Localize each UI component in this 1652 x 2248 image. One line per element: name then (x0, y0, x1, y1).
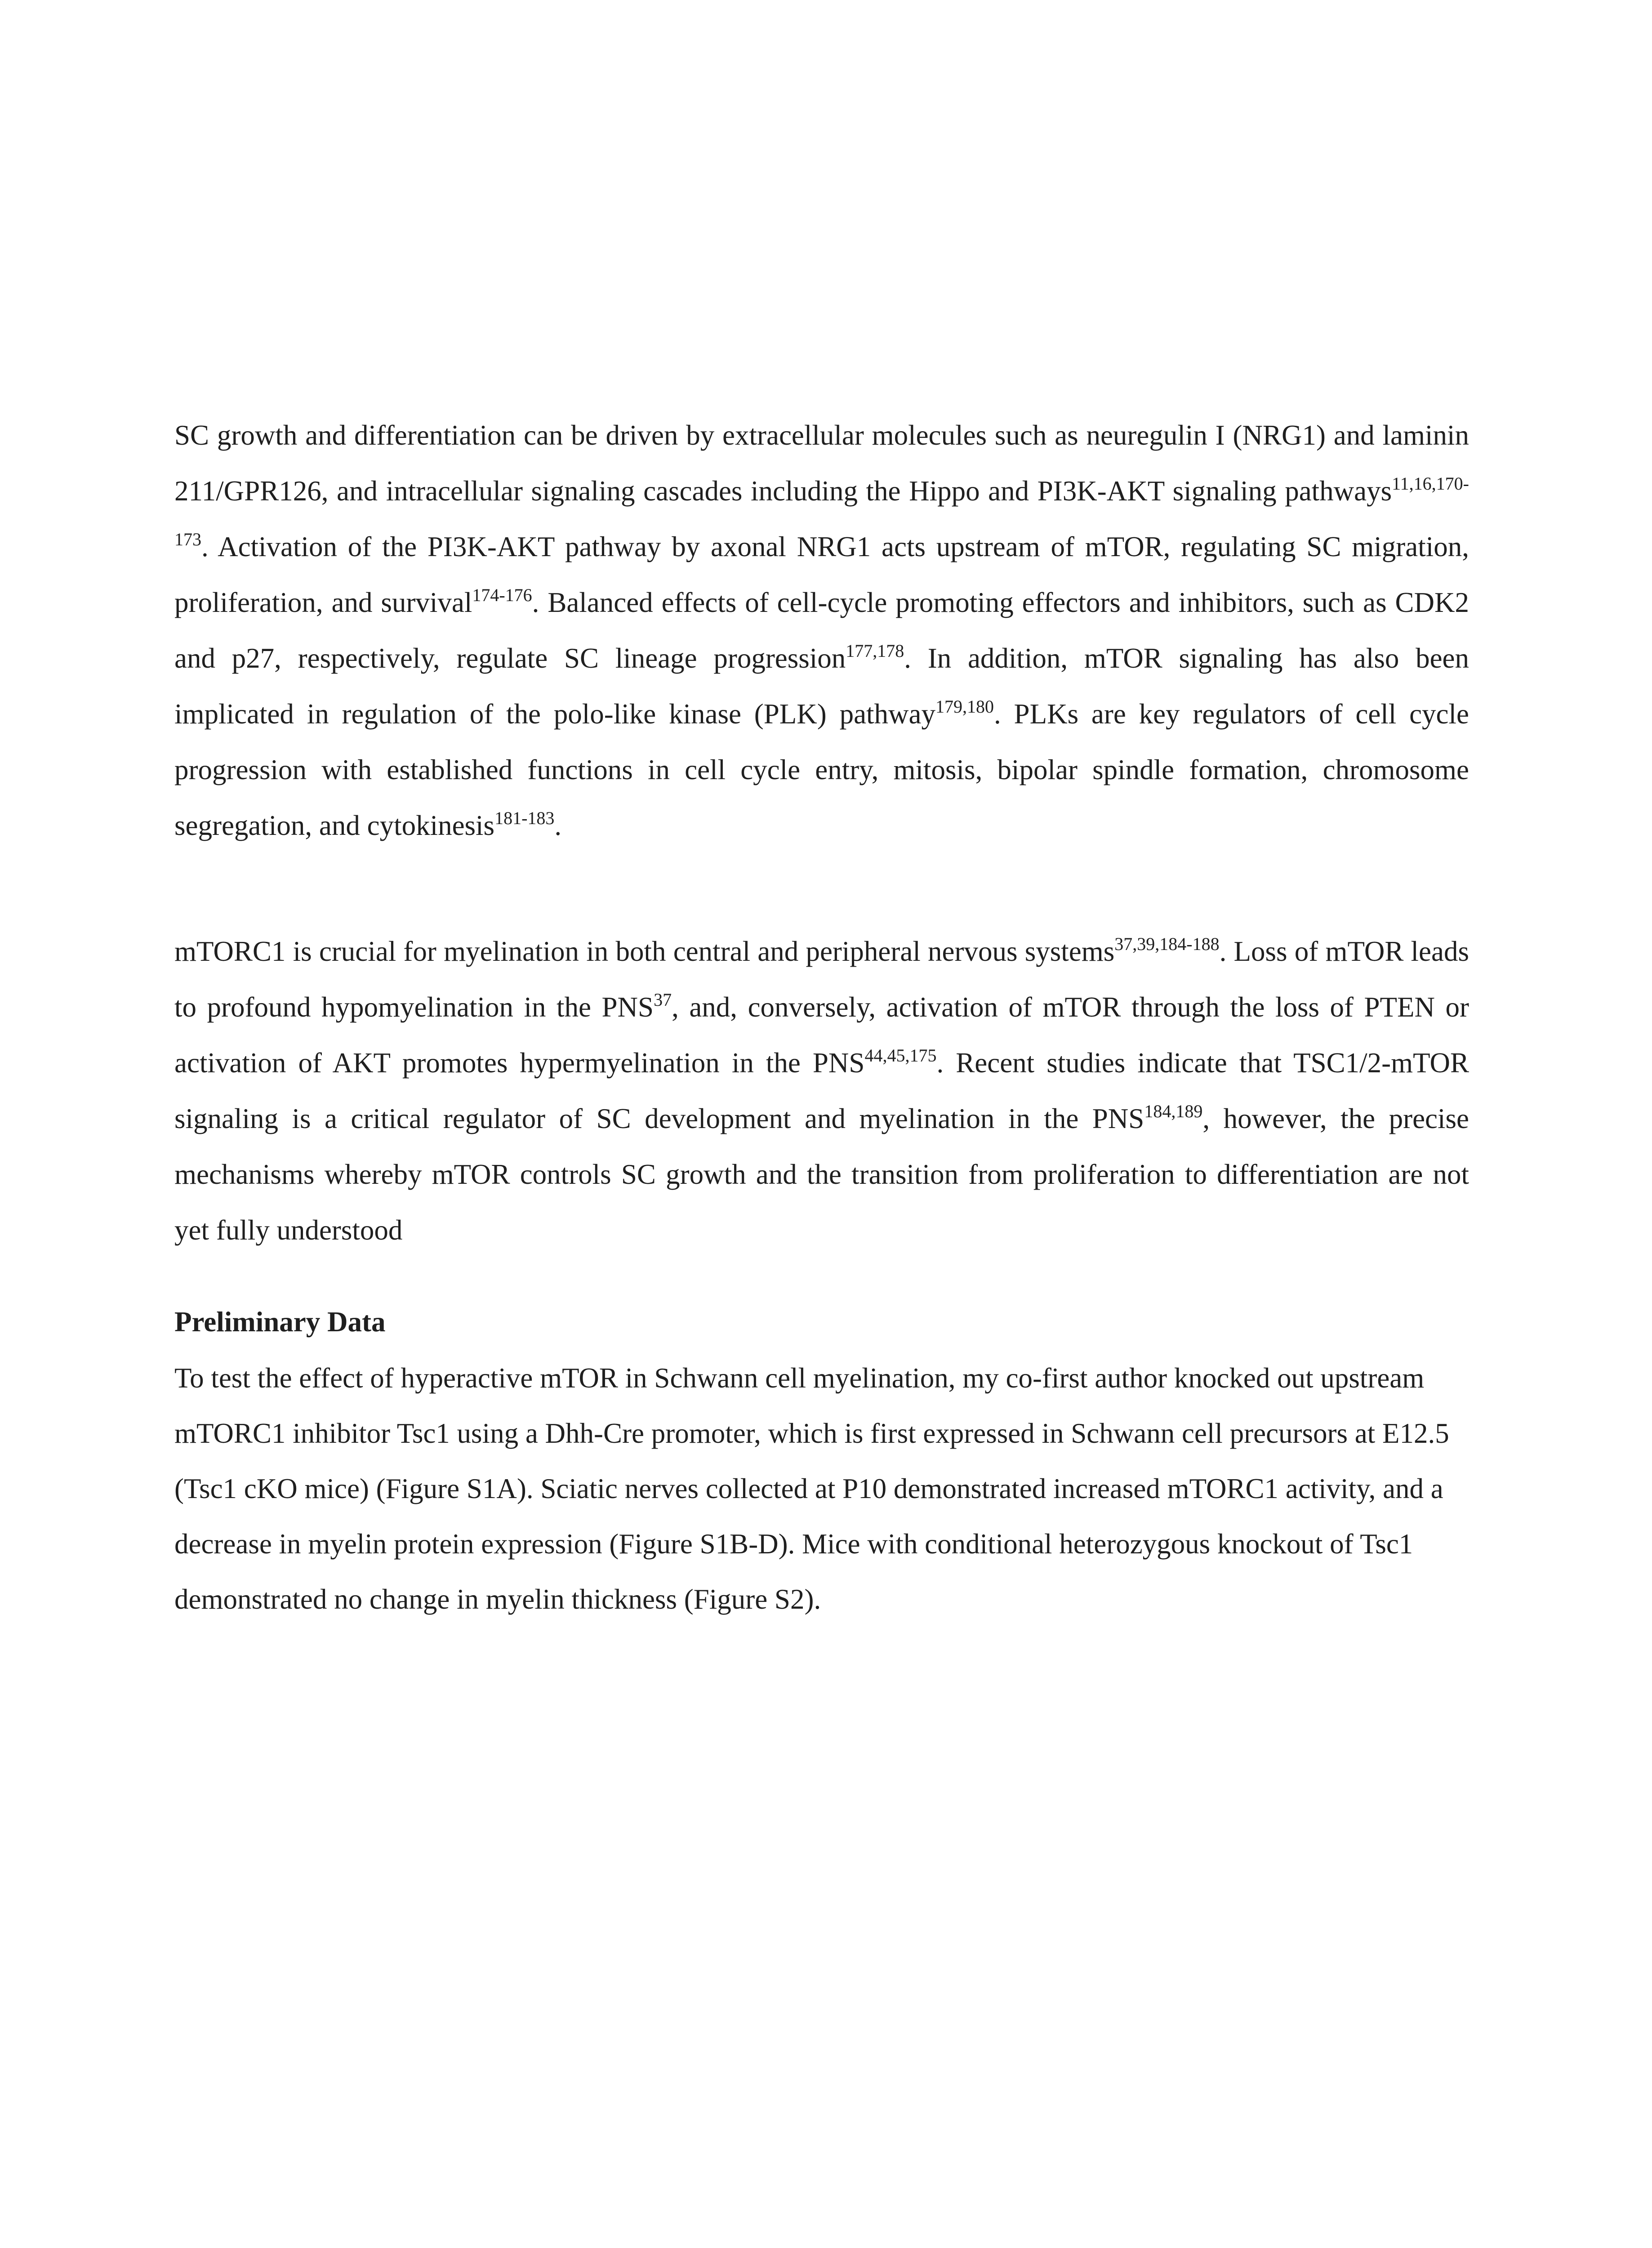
paragraph-text: , and, conversely, activation of mTOR through the loss of PTEN or activation of AKT promotes hypermyelination in the PNS (174, 991, 1469, 1079)
body-paragraph-1 (174, 407, 1469, 853)
body-paragraph-2 (174, 923, 1469, 1258)
paragraph-text: . (554, 810, 562, 841)
paragraph-text: . PLKs are key regulators of cell cycle progression with established functions in cell cycle entry, mitosis, bipolar spindle formation, chromosome segregation, and cytokinesis (174, 698, 1469, 841)
paragraph-text: , however, the precise mechanisms whereby mTOR controls SC growth and the transition from proliferation to differentiation are not yet fully understood (174, 1103, 1469, 1246)
paragraph-text: . Balanced effects of cell-cycle promoting effectors and inhibitors, such as CDK2 and p27, respectively, regulate SC lineage progression (174, 587, 1469, 674)
section-heading: Preliminary Data (174, 1306, 386, 1338)
citation-superscript: 179,180 (935, 696, 994, 717)
citation-superscript: 37,39,184-188 (1114, 934, 1220, 954)
paragraph-text: . Loss of mTOR leads to profound hypomyelination in the PNS (174, 936, 1469, 1023)
paragraph-text: . Recent studies indicate that TSC1/2-mTOR signaling is a critical regulator of SC development and myelination in the PNS (174, 1047, 1469, 1134)
paragraph-text: . Activation of the PI3K-AKT pathway by axonal NRG1 acts upstream of mTOR, regulating SC migration, proliferation, and survival (174, 531, 1469, 618)
citation-superscript: 44,45,175 (864, 1045, 937, 1066)
citation-superscript: 184,189 (1144, 1101, 1203, 1121)
paragraph-text: mTORC1 is crucial for myelination in both central and peripheral nervous systems (174, 936, 1115, 967)
citation-superscript: 37 (654, 990, 672, 1010)
citation-superscript: 177,178 (846, 641, 904, 661)
citation-superscript: 181-183 (494, 808, 555, 828)
citation-superscript: 11,16,170-173 (174, 473, 1469, 549)
citation-superscript: 174-176 (472, 585, 532, 605)
paragraph-text: . In addition, mTOR signaling has also been implicated in regulation of the polo-like kinase (PLK) pathway (174, 642, 1469, 730)
preliminary-data-paragraph: To test the effect of hyperactive mTOR in Schwann cell myelination, my co-first author knocked out upstream mTORC1 inhibitor Tsc1 using a Dhh-Cre promoter, which is first expressed in Schwann cell precursors at E12.5 (Tsc1 cKO mice) (Figure S1A). Sciatic nerves collected at P10 demonstrated increased mTORC1 activity, and a decrease in myelin protein expression (Figure S1B-D). Mice with conditional heterozygous knockout of Tsc1 demonstrated no change in myelin thickness (Figure S2). (174, 1362, 1449, 1615)
paragraph-text: SC growth and differentiation can be driven by extracellular molecules such as neuregulin I (NRG1) and laminin 211/GPR126, and intracellular signaling cascades including the Hippo and PI3K-AKT signaling pathways (174, 419, 1469, 507)
